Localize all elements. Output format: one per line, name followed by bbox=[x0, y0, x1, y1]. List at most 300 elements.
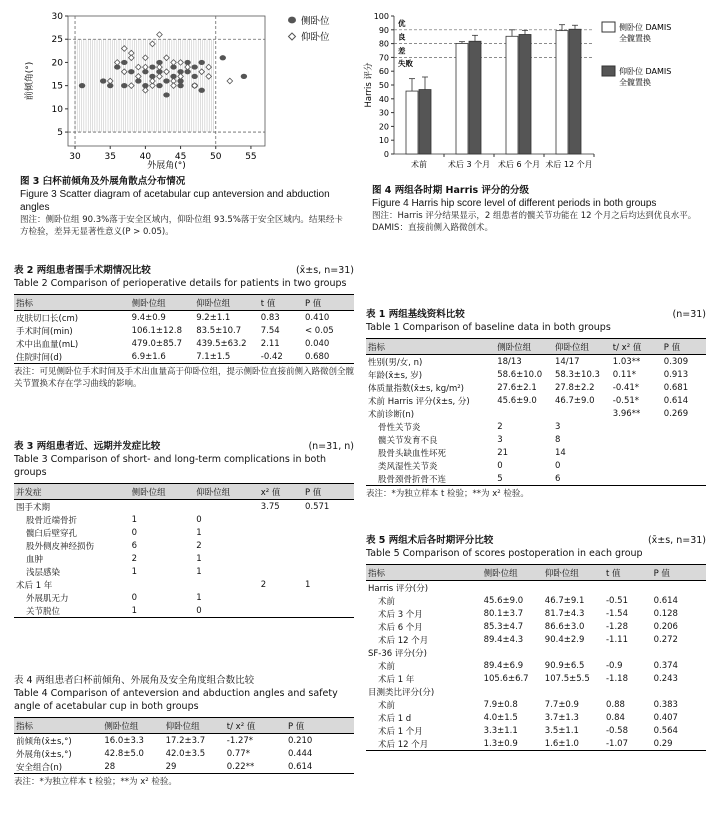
row-label: 性别(男/女, n) bbox=[368, 357, 423, 368]
table-cell: 3 bbox=[554, 421, 561, 432]
table-cell: 皮肤切口长(cm) bbox=[16, 313, 79, 324]
x-tick-label: 术后 3 个月 bbox=[447, 160, 491, 169]
x-tick-label: 55 bbox=[245, 152, 257, 162]
row-label: 术后 1 年 bbox=[16, 580, 53, 591]
row-label: 术后 1 d bbox=[378, 713, 412, 724]
table-cell: 前倾角(x̄±s,°) bbox=[16, 736, 72, 747]
table-cell: 0 bbox=[196, 605, 202, 616]
table-cell: 0.128 bbox=[653, 608, 678, 619]
row-label: 股骨近端骨折 bbox=[26, 515, 78, 526]
lateral-point bbox=[121, 83, 127, 88]
row-label: 年龄(x̄±s, 岁) bbox=[368, 370, 423, 381]
table-cell: 6 bbox=[131, 540, 138, 551]
table4-title-en: Table 4 Comparison of anteversion and abduction angles and safety angle of acetabular cup in both groups bbox=[14, 688, 338, 712]
table-cell bbox=[604, 685, 652, 698]
table4-header: P 值 bbox=[287, 721, 305, 732]
table4-header: 指标 bbox=[16, 721, 34, 732]
table-row bbox=[14, 311, 354, 325]
table-cell: 0.614 bbox=[653, 595, 678, 606]
table-row bbox=[366, 620, 706, 633]
table-cell: -1.11 bbox=[605, 634, 628, 645]
grade-label: 优 bbox=[398, 18, 406, 28]
table-cell: 16.0±3.3 bbox=[104, 735, 144, 746]
table-cell: < 0.05 bbox=[304, 325, 334, 336]
table-row bbox=[366, 394, 706, 407]
table-cell: 术中出血量(mL) bbox=[16, 339, 79, 350]
lateral-bar bbox=[456, 43, 468, 154]
table-row bbox=[366, 581, 706, 595]
table1-stat: (n=31) bbox=[672, 309, 706, 320]
table-cell bbox=[543, 685, 604, 698]
table-row bbox=[14, 513, 354, 526]
row-label: 围手术期 bbox=[16, 502, 51, 513]
x-tick-label: 术前 bbox=[411, 160, 427, 169]
table-cell: 479.0±85.7 bbox=[131, 338, 182, 349]
table-cell: 27.6±2.1 bbox=[497, 382, 537, 393]
table-cell: 0 bbox=[554, 460, 561, 471]
table-row bbox=[366, 698, 706, 711]
table-cell: -0.58 bbox=[605, 725, 628, 736]
figure3-note: 图注：侧卧位组 90.3%落于安全区域内，仰卧位组 93.5%落于安全区域内。结果经卡方检验，差异无显著性意义(P > 0.05)。 bbox=[20, 215, 343, 237]
y-axis-label: 前倾角(°) bbox=[25, 61, 35, 101]
table3-stat: (n=31, n) bbox=[308, 441, 354, 452]
table3-title-en: Table 3 Comparison of short- and long-term complications in both groups bbox=[14, 454, 327, 478]
lateral-point bbox=[128, 69, 134, 74]
table2-block bbox=[14, 264, 354, 390]
supine-bar bbox=[519, 34, 531, 154]
supine-bar bbox=[469, 41, 481, 154]
table2-title-cn: 表 2 两组患者围手术期情况比较 bbox=[14, 265, 151, 276]
table-cell: -1.54 bbox=[605, 608, 628, 619]
table1-header: P 值 bbox=[663, 342, 681, 353]
table-cell: 58.3±10.3 bbox=[554, 369, 600, 380]
table-cell: 0.680 bbox=[304, 351, 330, 362]
table-cell: 住院时间(d) bbox=[16, 352, 63, 363]
x-axis-label: 外展角(°) bbox=[147, 161, 186, 171]
table-cell bbox=[303, 526, 354, 539]
y-tick-label: 60 bbox=[378, 67, 389, 77]
table-cell: 1 bbox=[196, 553, 202, 564]
table-cell bbox=[495, 407, 553, 420]
table-cell: 0 bbox=[131, 527, 138, 538]
table-cell: 0.88 bbox=[605, 699, 625, 710]
figure3-caption-cn: 图 3 臼杯前倾角及外展角散点分布情况 bbox=[20, 176, 186, 187]
row-label: SF-36 评分(分) bbox=[368, 648, 428, 659]
table1-header: 指标 bbox=[368, 342, 386, 353]
table-cell bbox=[303, 591, 354, 604]
table-cell: 46.7±9.1 bbox=[544, 595, 585, 606]
figure4-caption-en: Figure 4 Harris hip score level of different periods in both groups bbox=[372, 198, 657, 209]
table-cell: 42.0±3.5 bbox=[165, 748, 206, 759]
table-row bbox=[14, 526, 354, 539]
lateral-bar bbox=[406, 91, 418, 154]
table-row bbox=[366, 407, 706, 420]
table-row bbox=[14, 604, 354, 618]
table-cell: 2 bbox=[497, 421, 503, 432]
legend-supine-label: 仰卧位 bbox=[301, 32, 330, 43]
table-row bbox=[14, 539, 354, 552]
table-cell: 0.210 bbox=[287, 735, 313, 746]
table-cell: 90.4±2.9 bbox=[544, 634, 585, 645]
row-label: 体质量指数(x̄±s, kg/m²) bbox=[368, 383, 464, 394]
row-label: 类风湿性关节炎 bbox=[378, 461, 438, 472]
table-cell bbox=[130, 578, 195, 591]
table-cell: 0.913 bbox=[663, 369, 689, 380]
table-cell bbox=[259, 591, 303, 604]
table-cell: 1 bbox=[131, 566, 138, 577]
table-cell: 0.29 bbox=[653, 738, 673, 749]
table-cell bbox=[611, 459, 662, 472]
x-tick-label: 45 bbox=[174, 152, 187, 162]
table-cell: 2 bbox=[196, 540, 202, 551]
table-cell: 3.75 bbox=[260, 501, 280, 512]
table-cell bbox=[652, 646, 706, 659]
table-cell bbox=[611, 420, 662, 433]
table-cell bbox=[662, 446, 706, 459]
table-cell: 0.309 bbox=[663, 356, 689, 367]
y-tick-label: 70 bbox=[378, 53, 389, 63]
table5-stat: (x̄±s, n=31) bbox=[647, 535, 706, 546]
table5-title-cn: 表 5 两组术后各时期评分比较 bbox=[366, 535, 494, 546]
table-cell: 0.571 bbox=[304, 501, 330, 512]
row-label: 目测类比评分(分) bbox=[368, 687, 435, 698]
table4 bbox=[14, 717, 354, 774]
table-cell: 0.269 bbox=[663, 408, 689, 419]
legend-supine-label: 仰卧位 DAMIS 全髋置换 bbox=[619, 67, 672, 87]
table-cell: 0.614 bbox=[663, 395, 689, 406]
lateral-point bbox=[149, 64, 155, 69]
y-tick-label: 30 bbox=[378, 108, 389, 118]
table-cell bbox=[259, 604, 303, 618]
table5-block bbox=[366, 534, 706, 751]
lateral-point bbox=[220, 55, 226, 60]
table-row bbox=[366, 355, 706, 369]
table5-header: 仰卧位组 bbox=[544, 568, 579, 579]
x-tick-label: 30 bbox=[69, 152, 81, 162]
table-cell: 2 bbox=[260, 579, 267, 590]
row-label: 术前 Harris 评分(x̄±s, 分) bbox=[368, 396, 470, 407]
figure3-caption bbox=[20, 175, 345, 238]
table-row bbox=[366, 433, 706, 446]
table-row bbox=[366, 711, 706, 724]
table-cell bbox=[303, 539, 354, 552]
legend-lateral-marker bbox=[288, 17, 296, 24]
table-cell bbox=[652, 581, 706, 595]
figure3-scatter bbox=[10, 8, 350, 173]
table-cell: 1 bbox=[196, 592, 202, 603]
table4-header: t/ x² 值 bbox=[226, 721, 256, 732]
legend-supine-swatch bbox=[602, 66, 615, 76]
table-cell bbox=[194, 578, 259, 591]
table1-title-en: Table 1 Comparison of baseline data in both groups bbox=[366, 322, 611, 333]
table-cell: 8 bbox=[554, 434, 561, 445]
table-cell: 90.9±6.5 bbox=[544, 660, 585, 671]
table-cell: 42.8±5.0 bbox=[104, 748, 144, 759]
table-cell bbox=[662, 420, 706, 433]
table-cell: 3.96** bbox=[612, 408, 641, 419]
lateral-point bbox=[156, 83, 162, 88]
table-cell: 0.410 bbox=[304, 312, 330, 323]
y-tick-label: 15 bbox=[51, 81, 63, 92]
lateral-point bbox=[100, 78, 106, 83]
table-row bbox=[366, 607, 706, 620]
y-tick-label: 80 bbox=[378, 39, 389, 49]
y-tick-label: 40 bbox=[378, 94, 389, 104]
table-cell bbox=[652, 685, 706, 698]
table-row bbox=[366, 420, 706, 433]
table-row bbox=[366, 381, 706, 394]
table-row bbox=[14, 760, 354, 774]
table5 bbox=[366, 564, 706, 751]
y-tick-label: 0 bbox=[383, 150, 389, 159]
row-label: 术后 12 个月 bbox=[378, 635, 429, 646]
table-row bbox=[366, 368, 706, 381]
table-cell: 28 bbox=[104, 761, 116, 772]
table-cell: 0.11* bbox=[612, 369, 636, 380]
table-cell: -1.27* bbox=[226, 735, 254, 746]
table-cell: 安全组合(n) bbox=[16, 762, 63, 773]
lateral-bar bbox=[506, 36, 518, 154]
table-cell bbox=[259, 526, 303, 539]
table3-header: 并发症 bbox=[16, 487, 42, 498]
table4-title-cn: 表 4 两组患者臼杯前倾角、外展角及安全角度组合数比较 bbox=[14, 675, 255, 686]
table-cell bbox=[259, 513, 303, 526]
supine-bar bbox=[569, 29, 581, 154]
row-label: 股外侧皮神经损伤 bbox=[26, 541, 95, 552]
row-label: 骨性关节炎 bbox=[378, 422, 421, 433]
x-tick-label: 术后 12 个月 bbox=[545, 160, 593, 169]
table2-header: 仰卧位组 bbox=[196, 298, 231, 309]
table1 bbox=[366, 338, 706, 486]
table-cell: -0.41* bbox=[612, 382, 640, 393]
table-cell: 0.22** bbox=[226, 761, 255, 772]
table-row bbox=[14, 552, 354, 565]
lateral-point bbox=[121, 60, 127, 65]
table-cell: 1 bbox=[131, 605, 138, 616]
table5-header: P 值 bbox=[653, 568, 670, 579]
table-row bbox=[14, 578, 354, 591]
table1-note: 表注：*为独立样本 t 检验；**为 x² 检验。 bbox=[366, 489, 529, 499]
table1-block bbox=[366, 308, 706, 500]
table-cell: 1 bbox=[304, 579, 311, 590]
table-cell: 0.681 bbox=[663, 382, 689, 393]
table-cell: 29 bbox=[165, 761, 177, 772]
table-cell: -1.28 bbox=[605, 621, 628, 632]
table-cell: 1.3±0.9 bbox=[483, 738, 518, 749]
table-cell: -0.51* bbox=[612, 395, 640, 406]
figure4-caption bbox=[372, 184, 697, 234]
table-cell: 手术时间(min) bbox=[16, 326, 73, 337]
y-tick-label: 10 bbox=[51, 104, 63, 115]
legend-lateral-label: 侧卧位 bbox=[301, 16, 330, 27]
row-label: 术后 12 个月 bbox=[378, 739, 429, 750]
table-row bbox=[366, 594, 706, 607]
table-cell: 6 bbox=[554, 473, 561, 484]
row-label: 术后 1 个月 bbox=[378, 726, 423, 737]
table-cell: 2 bbox=[131, 553, 138, 564]
table-cell: 2.11 bbox=[260, 338, 280, 349]
table3-header: 侧卧位组 bbox=[131, 487, 166, 498]
table3-header: 仰卧位组 bbox=[196, 487, 231, 498]
lateral-point bbox=[191, 74, 197, 79]
table-cell bbox=[662, 459, 706, 472]
table-cell: 0.206 bbox=[653, 621, 678, 632]
figure4-bar-chart bbox=[362, 8, 707, 178]
table2-title-en: Table 2 Comparison of perioperative details for patients in two groups bbox=[14, 278, 347, 289]
table3 bbox=[14, 483, 354, 618]
table-cell: 7.1±1.5 bbox=[196, 351, 231, 362]
table-cell: 7.54 bbox=[260, 325, 280, 336]
table-cell: 439.5±63.2 bbox=[196, 338, 247, 349]
table-cell bbox=[482, 646, 543, 659]
y-tick-label: 20 bbox=[51, 58, 63, 69]
table-cell: 85.3±4.7 bbox=[483, 621, 524, 632]
table-cell: 0 bbox=[196, 514, 202, 525]
table4-block bbox=[14, 674, 354, 788]
table1-header: 侧卧位组 bbox=[497, 342, 532, 353]
table-cell: 3.7±1.3 bbox=[544, 712, 579, 723]
table2 bbox=[14, 294, 354, 364]
table-row bbox=[366, 459, 706, 472]
table-cell: 0 bbox=[131, 592, 138, 603]
table3-header: P 值 bbox=[304, 487, 322, 498]
table-cell bbox=[482, 685, 543, 698]
table-cell: 3.5±1.1 bbox=[544, 725, 579, 736]
table3-title-cn: 表 3 两组患者近、远期并发症比较 bbox=[14, 441, 161, 452]
table-cell: 83.5±10.7 bbox=[196, 325, 242, 336]
table1-header: t/ x² 值 bbox=[612, 342, 642, 353]
table-cell: 0 bbox=[497, 460, 503, 471]
lateral-point bbox=[198, 88, 204, 93]
row-label: 术前诊断(n) bbox=[368, 409, 415, 420]
grade-label: 差 bbox=[398, 46, 406, 56]
table-row bbox=[14, 747, 354, 760]
table-cell bbox=[303, 552, 354, 565]
y-axis-label: Harris 评分 bbox=[364, 62, 374, 108]
row-label: 外展肌无力 bbox=[26, 593, 69, 604]
row-label: 术前 bbox=[378, 661, 396, 672]
lateral-point bbox=[241, 74, 247, 79]
table-row bbox=[14, 734, 354, 748]
lateral-point bbox=[79, 83, 85, 88]
table-cell bbox=[662, 433, 706, 446]
table2-stat: (x̄±s, n=31) bbox=[295, 265, 354, 276]
y-tick-label: 10 bbox=[378, 136, 389, 146]
table-cell: 89.4±4.3 bbox=[483, 634, 524, 645]
row-label: Harris 评分(分) bbox=[368, 583, 429, 594]
table-cell bbox=[194, 500, 259, 514]
table5-title-en: Table 5 Comparison of scores postoperation in each group bbox=[366, 548, 643, 559]
table-cell: -0.42 bbox=[260, 351, 283, 362]
x-tick-label: 40 bbox=[139, 152, 152, 162]
table2-note: 表注：可见侧卧位手术时间及手术出血量高于仰卧位组，提示侧卧位直接前侧入路微创全髋关节置换术存在学习曲线的影响。 bbox=[14, 367, 355, 389]
table1-title-cn: 表 1 两组基线资料比较 bbox=[366, 309, 465, 320]
table-cell: 5 bbox=[497, 473, 503, 484]
table-row bbox=[366, 737, 706, 751]
x-tick-label: 35 bbox=[104, 152, 116, 162]
table-cell: 1 bbox=[196, 566, 202, 577]
table2-header: 指标 bbox=[16, 298, 34, 309]
table-cell bbox=[604, 646, 652, 659]
figure4-caption-cn: 图 4 两组各时期 Harris 评分的分级 bbox=[372, 185, 529, 196]
table-cell: 0.77* bbox=[226, 748, 250, 759]
table-row bbox=[14, 500, 354, 514]
table-cell bbox=[259, 552, 303, 565]
table-cell: 0.374 bbox=[653, 660, 678, 671]
row-label: 股骨头缺血性坏死 bbox=[378, 448, 447, 459]
table-row bbox=[366, 724, 706, 737]
table-cell: 14/17 bbox=[554, 356, 580, 367]
table-cell bbox=[130, 500, 195, 514]
table-cell bbox=[303, 604, 354, 618]
table-cell: 0.407 bbox=[653, 712, 678, 723]
table-cell: 105.6±6.7 bbox=[483, 673, 529, 684]
legend-supine-marker bbox=[289, 33, 296, 40]
table2-header: P 值 bbox=[304, 298, 322, 309]
table5-header: 指标 bbox=[368, 568, 386, 579]
table-cell bbox=[543, 581, 604, 595]
table-cell: 0.272 bbox=[653, 634, 678, 645]
table-cell bbox=[553, 407, 611, 420]
x-tick-label: 50 bbox=[210, 152, 222, 162]
table-cell: 4.0±1.5 bbox=[483, 712, 518, 723]
table-cell: 0.040 bbox=[304, 338, 330, 349]
table-cell: 45.6±9.0 bbox=[497, 395, 537, 406]
table5-header: 侧卧位组 bbox=[483, 568, 518, 579]
table-cell bbox=[259, 565, 303, 578]
table-cell: 46.7±9.0 bbox=[554, 395, 595, 406]
table-cell bbox=[259, 539, 303, 552]
table-cell: 0.614 bbox=[287, 761, 313, 772]
table-cell: -1.07 bbox=[605, 738, 628, 749]
table-cell bbox=[303, 565, 354, 578]
x-tick-label: 术后 6 个月 bbox=[497, 160, 541, 169]
y-tick-label: 20 bbox=[378, 122, 389, 132]
lateral-point bbox=[163, 78, 169, 83]
table-row bbox=[14, 350, 354, 364]
table-row bbox=[366, 633, 706, 646]
table-cell: 3.3±1.1 bbox=[483, 725, 518, 736]
table-cell bbox=[611, 433, 662, 446]
lateral-point bbox=[163, 92, 169, 97]
row-label: 术前 bbox=[378, 700, 396, 711]
table-cell bbox=[543, 646, 604, 659]
table-row bbox=[366, 646, 706, 659]
lateral-bar bbox=[556, 31, 568, 154]
row-label: 髋臼后壁穿孔 bbox=[26, 528, 78, 539]
table-cell bbox=[604, 581, 652, 595]
table-row bbox=[366, 685, 706, 698]
table-cell bbox=[611, 446, 662, 459]
table-row bbox=[14, 565, 354, 578]
table-cell: -0.51 bbox=[605, 595, 628, 606]
supine-bar bbox=[419, 90, 431, 154]
y-tick-label: 5 bbox=[57, 128, 63, 139]
table5-header: t 值 bbox=[605, 568, 621, 579]
lateral-point bbox=[191, 64, 197, 69]
table-row bbox=[366, 659, 706, 672]
table-cell bbox=[303, 513, 354, 526]
table-cell: 21 bbox=[497, 447, 509, 458]
table2-header: t 值 bbox=[260, 298, 276, 309]
table-row bbox=[366, 472, 706, 486]
legend-lateral-swatch bbox=[602, 22, 615, 32]
row-label: 术后 6 个月 bbox=[378, 622, 423, 633]
figure4-note: 图注：Harris 评分结果显示，2 组患者的髋关节功能在 12 个月之后均达到优良水平。DAMIS：直接前侧入路微创术。 bbox=[372, 211, 697, 233]
row-label: 股骨颈骨折骨不连 bbox=[378, 474, 447, 485]
table-cell: 9.2±1.1 bbox=[196, 312, 231, 323]
row-label: 术前 bbox=[378, 596, 396, 607]
